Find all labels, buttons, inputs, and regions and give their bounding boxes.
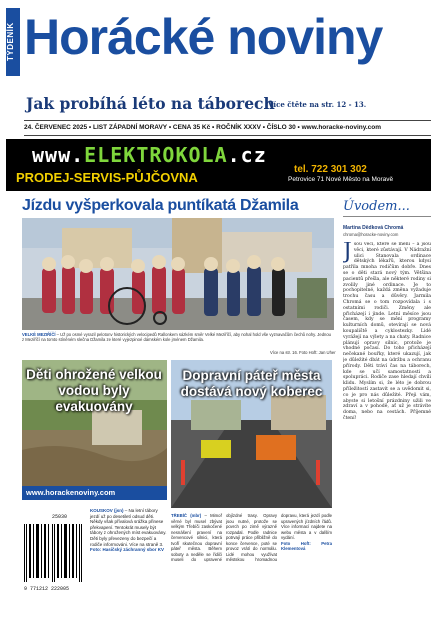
flood-headline[interactable]: Děti ohrožené velkou vodou byly evakuovány: [26, 367, 162, 414]
main-photo: [22, 218, 334, 330]
main-photo-caption: [22, 332, 334, 342]
barcode-icon: [24, 524, 83, 582]
road-text: [171, 513, 332, 613]
tydenik-label: TÝDENÍK: [6, 8, 20, 76]
issue-info-bar: 24. ČERVENEC 2025 • LIST ZÁPADNÍ MORAVY • CENA 35 Kč • ROČNÍK XXXV • ČÍSLO 30 • www.horacke-noviny.com: [24, 120, 431, 136]
flood-credit: Foto: Hasičský záchranný sbor KV: [90, 547, 165, 553]
editorial-body: sou věci, které se mění – a jsou věci, které zůstávají. V Nádražní ulici Stanovala ordinace dětských lékařů, kterou kdysi patřila mnoha rodičům dobře. Dnes se o děti stará nový tým. Většina pacientů přešla, ale některé rodiny si zvolily jiné ordinace. Je to pochopitelné, každá změna vyžaduje trochu času a důvěry. Jarmila Chromá se o tom rozpovídala i s ostatními rodiči. Změny ale přicházejí i jinde. Letní měsíce jsou časem, kdy se mění programy kulturních domů, otevírají se nová koupaliště a cyklostezky. Lidé vyrážejí na výlety a na chaty. Radnice plánují opravy silnic, protože je vhodné počasí. Do toho přicházejí nečekané bouřky, které ukazují, jak je důležité dbát na údržbu a ochranu přírody. Děti tráví čas na táborech, kde se učí samostatnosti a spolupráci. Rodiče zase hledají chvíli klidu. Myslím si, že léto je dobrou příležitostí zastavit se a uvědomit si, co je pro nás důležité. Přeji vám, abyste si letošní prázdniny užili ve zdraví a v pohodě, ať už je strávíte doma, nebo na cestách. Příjemné čtení!: [343, 242, 431, 421]
main-story-ref: Více na str. 16. Foto Hoft: Jan Uher: [270, 350, 336, 355]
ad-phone: tel. 722 301 302: [294, 164, 367, 175]
editorial-dropcap: J: [343, 242, 352, 264]
barcode-number: 9 771212 222005: [24, 586, 70, 592]
website-link[interactable]: www.horackenoviny.com: [22, 486, 167, 500]
caption-text: – Už po osmé vyrazil pelotonv historických velocipedů Rallonkem sázkém směr Velké Meziříčí, aby nohal hold vše vyznavačům čechů nohy. Jednou z Meziříčí na tomto stíněném slečna Džamila ze které vyjezpinoé dámském kole jménem Džamila.: [22, 332, 332, 343]
elektrokola-ad[interactable]: [6, 139, 431, 191]
editorial-author: Martina Dědková Chromá: [343, 225, 404, 231]
ad-address: Petrovice 71 Nové Město na Moravě: [288, 176, 394, 183]
ad-services: PRODEJ-SERVIS-PŮJČOVNA: [16, 170, 198, 185]
barcode-box: [22, 508, 85, 598]
ad-cz: .cz: [227, 143, 267, 167]
top-headline-ref: Více čtěte na str. 12 - 13.: [268, 100, 367, 109]
newspaper-title: Horácké noviny: [24, 9, 383, 65]
road-credit: Foto Hoft: Petra Klementová: [281, 540, 332, 551]
road-body: – Mimoř věrné byl musel zbývat velkým Třebíči zaskočené nesnášení pravení na červencové silnici, která tvoří skutečnou dopravní páteř města. Během soboty a neděle se řidiči museli do upravené objízdné trasy. Opravy jsou nutné, protože se povrch po zimě výrazně rozpadal. Podle radnice potrvají práce přibližně do konce července, poté se provoz vrátí do normálu. Lidé mohou využívat městskou hromadnou dopravu, která jezdí podle upravených jízdních řádů. Více informací najdete na webu města a v dalším vydání.: [171, 513, 332, 562]
road-headline[interactable]: Dopravní páteř města dostává nový koberec: [180, 368, 323, 399]
flood-lead: KOUSKOV (jsn): [90, 508, 124, 513]
editorial-email[interactable]: chroma@horacke-noviny.com: [343, 232, 399, 237]
caption-lead: VELKÉ MEZIŘÍČÍ: [22, 332, 56, 337]
flood-body: – Na letní tábory jezdí už po desetiletí odsud děti. Někdy však přívalová srážka přinese překvapení. Tentokrát musely být tábory z ohrožených míst evakuovány. Děti byly převezeny do bezpečí a rodiče informováni. Více na straně 3.: [90, 508, 167, 547]
road-lead: TŘEBÍČ (mbr): [171, 513, 202, 518]
ad-website: [32, 143, 267, 167]
flood-text: [90, 508, 167, 553]
editorial-heading: Úvodem...: [343, 199, 410, 214]
ad-www: www.: [32, 143, 85, 167]
main-headline[interactable]: Jízdu vyšperkovala puntíkatá Džamila: [22, 197, 299, 214]
ad-elektro: ELEKTROKOLA: [84, 143, 228, 167]
editorial-divider: [343, 216, 431, 217]
barcode-issue: 25030: [52, 514, 68, 520]
top-headline[interactable]: Jak probíhá léto na táborech: [26, 94, 275, 113]
editorial-text: [343, 242, 431, 607]
